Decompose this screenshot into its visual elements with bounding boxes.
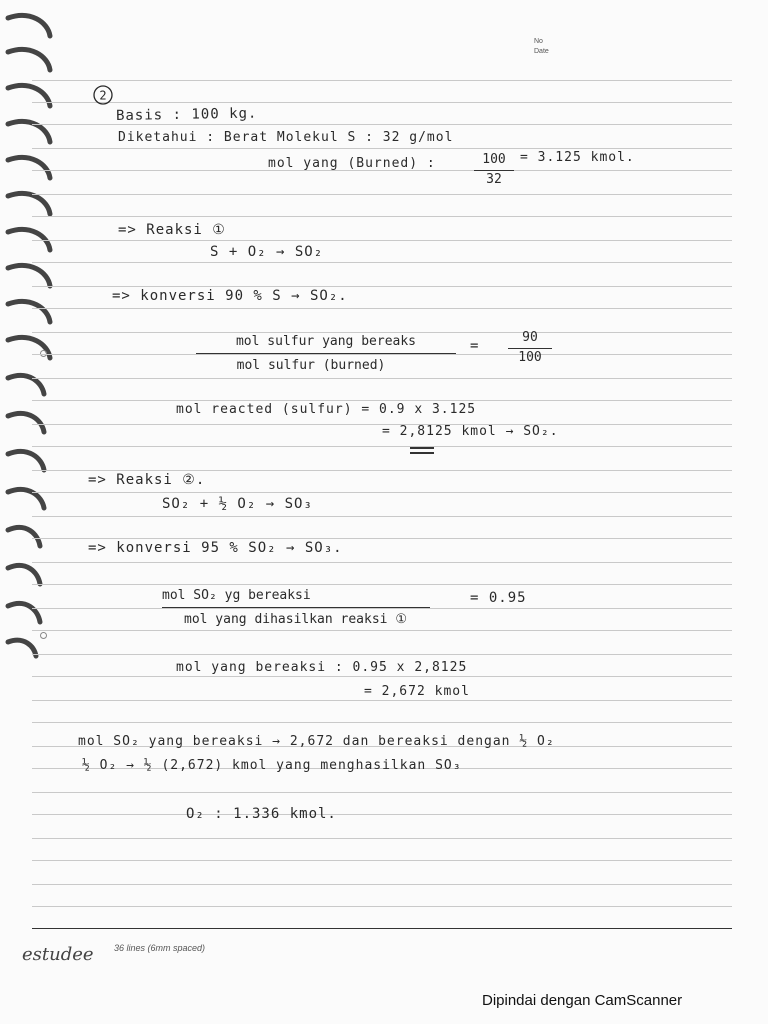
mol-burned-label: mol yang (Burned) :	[268, 156, 436, 171]
konversi1-line: => konversi 90 % S → SO₂.	[112, 288, 348, 304]
no-label: No	[534, 38, 543, 45]
fraction1-value-den: 100	[518, 350, 542, 365]
equation-2: SO₂ + ½ O₂ → SO₃	[162, 496, 313, 512]
ruled-line	[32, 906, 732, 907]
mol-reacted-line: mol reacted (sulfur) = 0.9 x 3.125	[176, 402, 477, 417]
ruled-line	[32, 148, 732, 149]
fraction1-numerator: mol sulfur yang bereaks	[235, 334, 416, 349]
fraction1-value-num: 90	[522, 330, 538, 345]
mol-yang-line: mol yang bereaksi : 0.95 x 2,8125	[176, 660, 468, 675]
so2-bereaksi-line: mol SO₂ yang bereaksi → 2,672 dan bereaksi dengan ½ O₂	[78, 734, 555, 749]
konversi2-line: => konversi 95 % SO₂ → SO₃.	[88, 540, 343, 556]
fraction-bar	[474, 170, 514, 171]
ruled-line	[32, 584, 732, 585]
punch-hole	[40, 632, 47, 639]
ruled-line	[32, 240, 732, 241]
ruled-line	[32, 332, 732, 333]
reaksi1-heading: => Reaksi ①	[118, 222, 226, 238]
ruled-line	[32, 80, 732, 81]
ruled-line	[32, 446, 732, 447]
ruled-line	[32, 562, 732, 563]
ruled-line	[32, 400, 732, 401]
ruled-line	[32, 492, 732, 493]
ruled-line	[32, 308, 732, 309]
ruled-line	[32, 860, 732, 861]
fraction1-denominator: mol sulfur (burned)	[236, 358, 386, 373]
spiral-binding	[0, 0, 60, 700]
bottom-rule	[32, 928, 732, 929]
ruled-line	[32, 124, 732, 125]
ruled-line	[32, 814, 732, 815]
mol-yang-result: = 2,672 kmol	[364, 684, 470, 699]
notebook-brand-logo: estudee	[22, 944, 94, 965]
equation-1: S + O₂ → SO₂	[210, 244, 324, 260]
ruled-line	[32, 354, 732, 355]
problem-number: 2	[99, 88, 107, 103]
ruled-line	[32, 194, 732, 195]
o2-result: O₂ : 1.336 kmol.	[186, 806, 337, 822]
fraction-bar	[196, 353, 456, 354]
fraction2-denominator: mol yang dihasilkan reaksi ①	[184, 612, 407, 627]
diketahui-line: Diketahui : Berat Molekul S : 32 g/mol	[118, 130, 454, 145]
fraction2-value: = 0.95	[470, 590, 527, 606]
ruled-line	[32, 516, 732, 517]
ruled-line	[32, 838, 732, 839]
date-label: Date	[534, 48, 549, 55]
mol-burned-numerator: 100	[482, 152, 506, 167]
fraction2-numerator: mol SO₂ yg bereaksi	[162, 588, 311, 603]
ruled-line	[32, 676, 732, 677]
ruled-line	[32, 884, 732, 885]
fraction-bar	[162, 607, 430, 608]
lines-note: 36 lines (6mm spaced)	[114, 943, 206, 953]
fraction1-equals: =	[470, 338, 480, 354]
ruled-line	[32, 102, 732, 103]
ruled-line	[32, 216, 732, 217]
ruled-line	[32, 378, 732, 379]
underline-mark	[410, 447, 434, 449]
ruled-line	[32, 538, 732, 539]
mol-reacted-result: = 2,8125 kmol → SO₂.	[382, 424, 559, 439]
ruled-line	[32, 608, 732, 609]
reaksi2-heading: => Reaksi ②.	[88, 472, 206, 488]
basis-line: Basis : 100 kg.	[115, 105, 258, 124]
ruled-line	[32, 630, 732, 631]
ruled-line	[32, 700, 732, 701]
ruled-line	[32, 722, 732, 723]
ruled-line	[32, 654, 732, 655]
mol-burned-result: = 3.125 kmol.	[520, 150, 635, 165]
camscanner-watermark: Dipindai dengan CamScanner	[482, 992, 683, 1009]
ruled-line	[32, 262, 732, 263]
ruled-line	[32, 470, 732, 471]
ruled-line	[32, 286, 732, 287]
mol-burned-denominator: 32	[486, 172, 502, 187]
ruled-line	[32, 792, 732, 793]
underline-mark	[410, 452, 434, 454]
o2-line: ½ O₂ → ½ (2,672) kmol yang menghasilkan SO₃	[82, 758, 462, 773]
circled-number	[92, 84, 116, 106]
fraction-bar	[508, 348, 552, 349]
